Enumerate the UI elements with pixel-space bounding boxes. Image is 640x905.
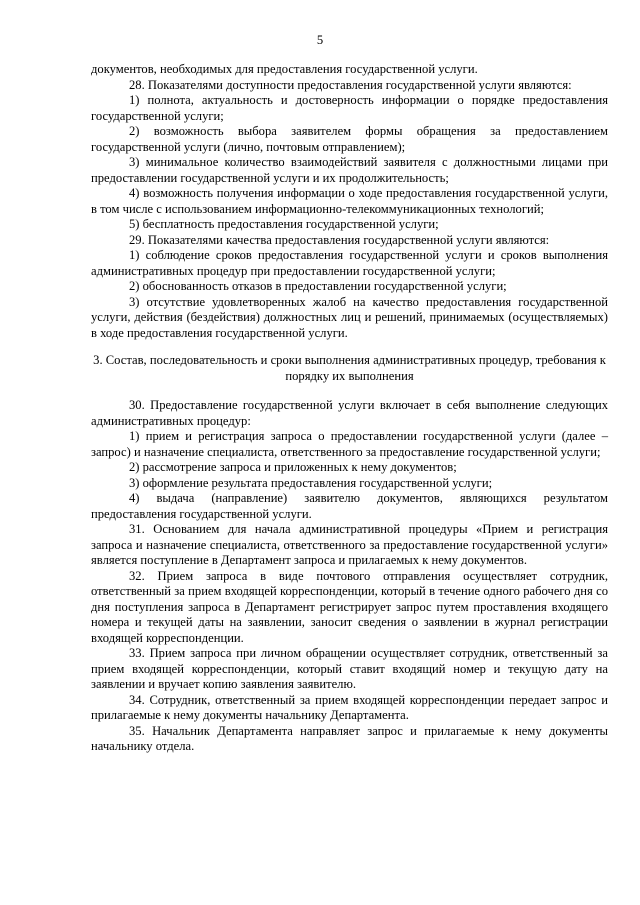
section-heading: 3. Состав, последовательность и сроки выполнения административных процедур, требования к порядку их выполнения [93,353,606,383]
list-item: 1) полнота, актуальность и достоверность информации о порядке предоставления государственной услуги; [91,93,608,123]
paragraph: документов, необходимых для предоставления государственной услуги. [91,62,478,76]
list-item: 4) выдача (направление) заявителю документов, являющихся результатом предоставления государственной услуги. [91,491,608,521]
paragraph-item-34: 34. Сотрудник, ответственный за прием входящей корреспонденции передает запрос и прилагаемые к нему документы начальнику Департамента. [91,692,608,722]
paragraph-item-33: 33. Прием запроса при личном обращении осуществляет сотрудник, ответственный за прием входящей корреспонденции, который ставит входящий номер и текущую дату на заявлении и вручает копию заявления заявителю. [91,646,608,691]
page-number: 5 [316,33,324,47]
list-item: 2) рассмотрение запроса и приложенных к нему документов; [129,460,457,474]
list-item: 3) оформление результата предоставления государственной услуги; [129,475,493,490]
paragraph-item-32: 32. Прием запроса в виде почтового отправления осуществляет сотрудник, ответственный за прием входящей корреспонденции, который в течение одного рабочего дня со дня поступления запроса в Департамент регистрирует запрос путем проставления входящего номера и текущей даты на заявлении, заносит сведения о заявлении в журнал регистрации входящей корреспонденции. [91,568,608,645]
document-body [91,62,608,755]
list-item: 2) обоснованность отказов в предоставлении государственной услуги; [129,279,507,293]
list-item: 1) соблюдение сроков предоставления государственной услуги и сроков выполнения административных процедур при предоставлении государственной услуги; [91,248,608,278]
list-item: 4) возможность получения информации о ходе предоставления государственной услуги, в том числе с использованием информационно-телекоммуникационных технологий; [91,186,608,216]
paragraph-item-30: 30. Предоставление государственной услуги включает в себя выполнение следующих административных процедур: [91,398,608,428]
paragraph-item-29: 29. Показателями качества предоставления государственной услуги являются: [129,232,550,247]
list-item: 3) минимальное количество взаимодействий заявителя с должностными лицами при предоставлении государственной услуги и их продолжительность; [91,155,608,185]
list-item: 2) возможность выбора заявителем формы обращения за предоставлением государственной услуги (лично, почтовым отправлением); [91,124,608,154]
list-item: 1) прием и регистрация запроса о предоставлении государственной услуги (далее – запрос) и назначение специалиста, ответственного за предоставление государственной услуги; [91,429,608,459]
list-item: 5) бесплатность предоставления государственной услуги; [129,217,439,231]
paragraph-item-35: 35. Начальник Департамента направляет запрос и прилагаемые к нему документы начальнику отдела. [91,723,608,753]
list-item: 3) отсутствие удовлетворенных жалоб на качество предоставления государственной услуги, действия (бездействия) должностных лиц и решений, принимаемых (осуществляемых) в ходе предоставления государственной услуги. [91,294,608,340]
paragraph-item-28: 28. Показателями доступности предоставления государственной услуги являются: [129,77,572,92]
paragraph-item-31: 31. Основанием для начала административной процедуры «Прием и регистрация запроса и назначение специалиста, ответственного за предоставление государственной услуги» является поступление в Департамент запроса и прилагаемых к нему документов. [91,522,608,567]
